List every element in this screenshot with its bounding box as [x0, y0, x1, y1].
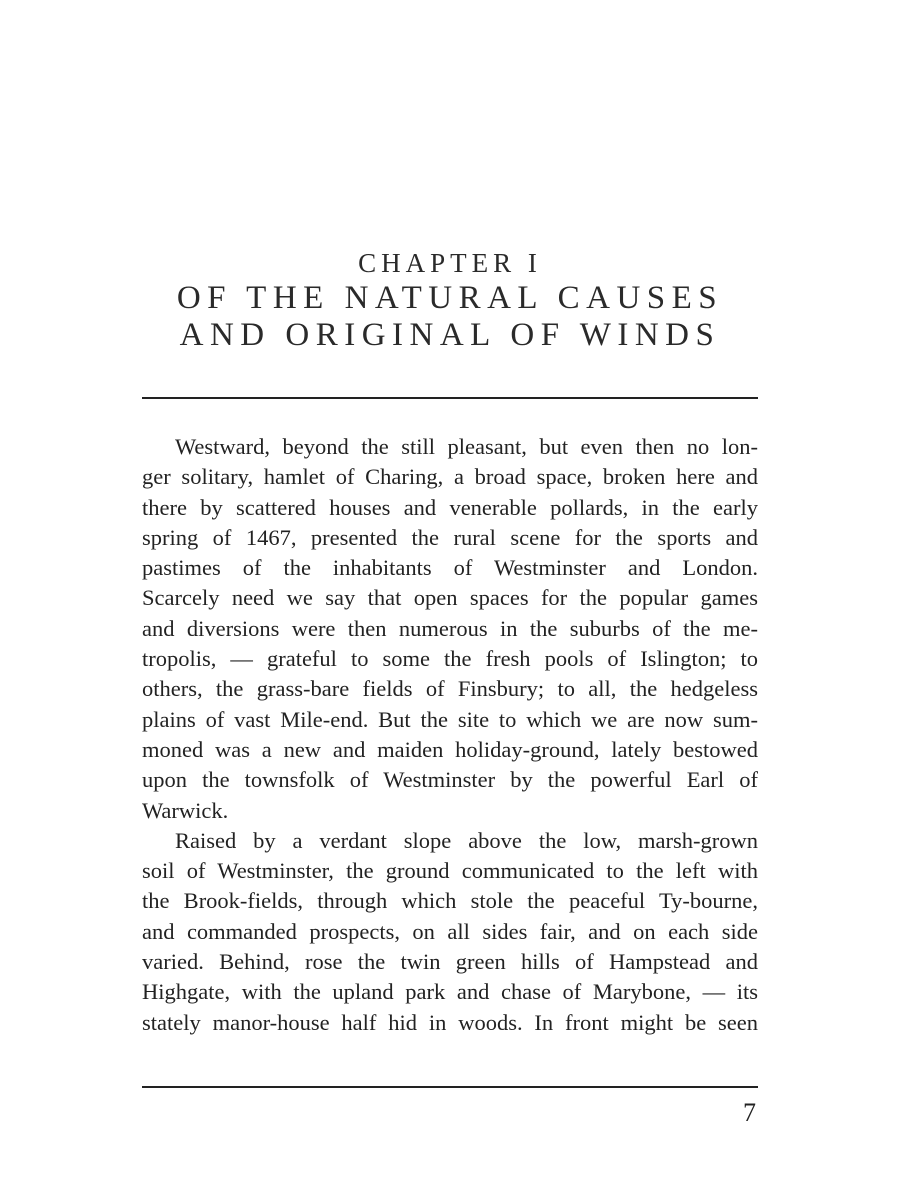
text-line: plains of vast Mile-end. But the site to which we are now sum- [142, 706, 758, 732]
text-line: Scarcely need we say that open spaces for the popular games [142, 585, 758, 611]
text-line: moned was a new and maiden holiday-ground, lately bestowed [142, 736, 758, 762]
text-line: spring of 1467, presented the rural scene for the sports and [142, 524, 758, 550]
text-line: soil of Westminster, the ground communicated to the left with [142, 858, 758, 884]
text-line: ger solitary, hamlet of Charing, a broad space, broken here and [142, 464, 758, 490]
text-line: upon the townsfolk of Westminster by the powerful Earl of [142, 767, 758, 793]
text-line: there by scattered houses and venerable pollards, in the early [142, 494, 758, 520]
text-line: Westward, beyond the still pleasant, but even then no lon- [175, 434, 758, 459]
text-line: the Brook-fields, through which stole the peaceful Ty-bourne, [142, 888, 758, 914]
text-line: Warwick. [142, 797, 229, 823]
text-line: and diversions were then numerous in the suburbs of the me- [142, 615, 758, 641]
text-line: varied. Behind, rose the twin green hills of Hampstead and [142, 949, 758, 975]
chapter-label: CHAPTER I [358, 248, 542, 278]
page-number: 7 [743, 1098, 756, 1127]
paragraph-1 [142, 432, 758, 826]
text-line: tropolis, — grateful to some the fresh pools of Islington; to [142, 646, 758, 672]
text-line: others, the grass-bare fields of Finsbury; to all, the hedgeless [142, 676, 758, 702]
text-line: stately manor-house half hid in woods. In front might be seen [142, 1009, 758, 1035]
bottom-divider-rule [142, 1086, 758, 1088]
top-divider-rule [142, 397, 758, 399]
chapter-title-line-2: AND ORIGINAL OF WINDS [179, 317, 721, 353]
text-line: Highgate, with the upland park and chase of Marybone, — its [142, 979, 758, 1005]
body-text [142, 432, 758, 1038]
text-line: Raised by a verdant slope above the low, marsh-grown [175, 827, 758, 853]
chapter-title-line-1: OF THE NATURAL CAUSES [176, 280, 724, 316]
text-line: and commanded prospects, on all sides fair, and on each side [142, 918, 758, 944]
text-line: pastimes of the inhabitants of Westminster and London. [142, 555, 758, 581]
paragraph-2 [142, 826, 758, 1038]
